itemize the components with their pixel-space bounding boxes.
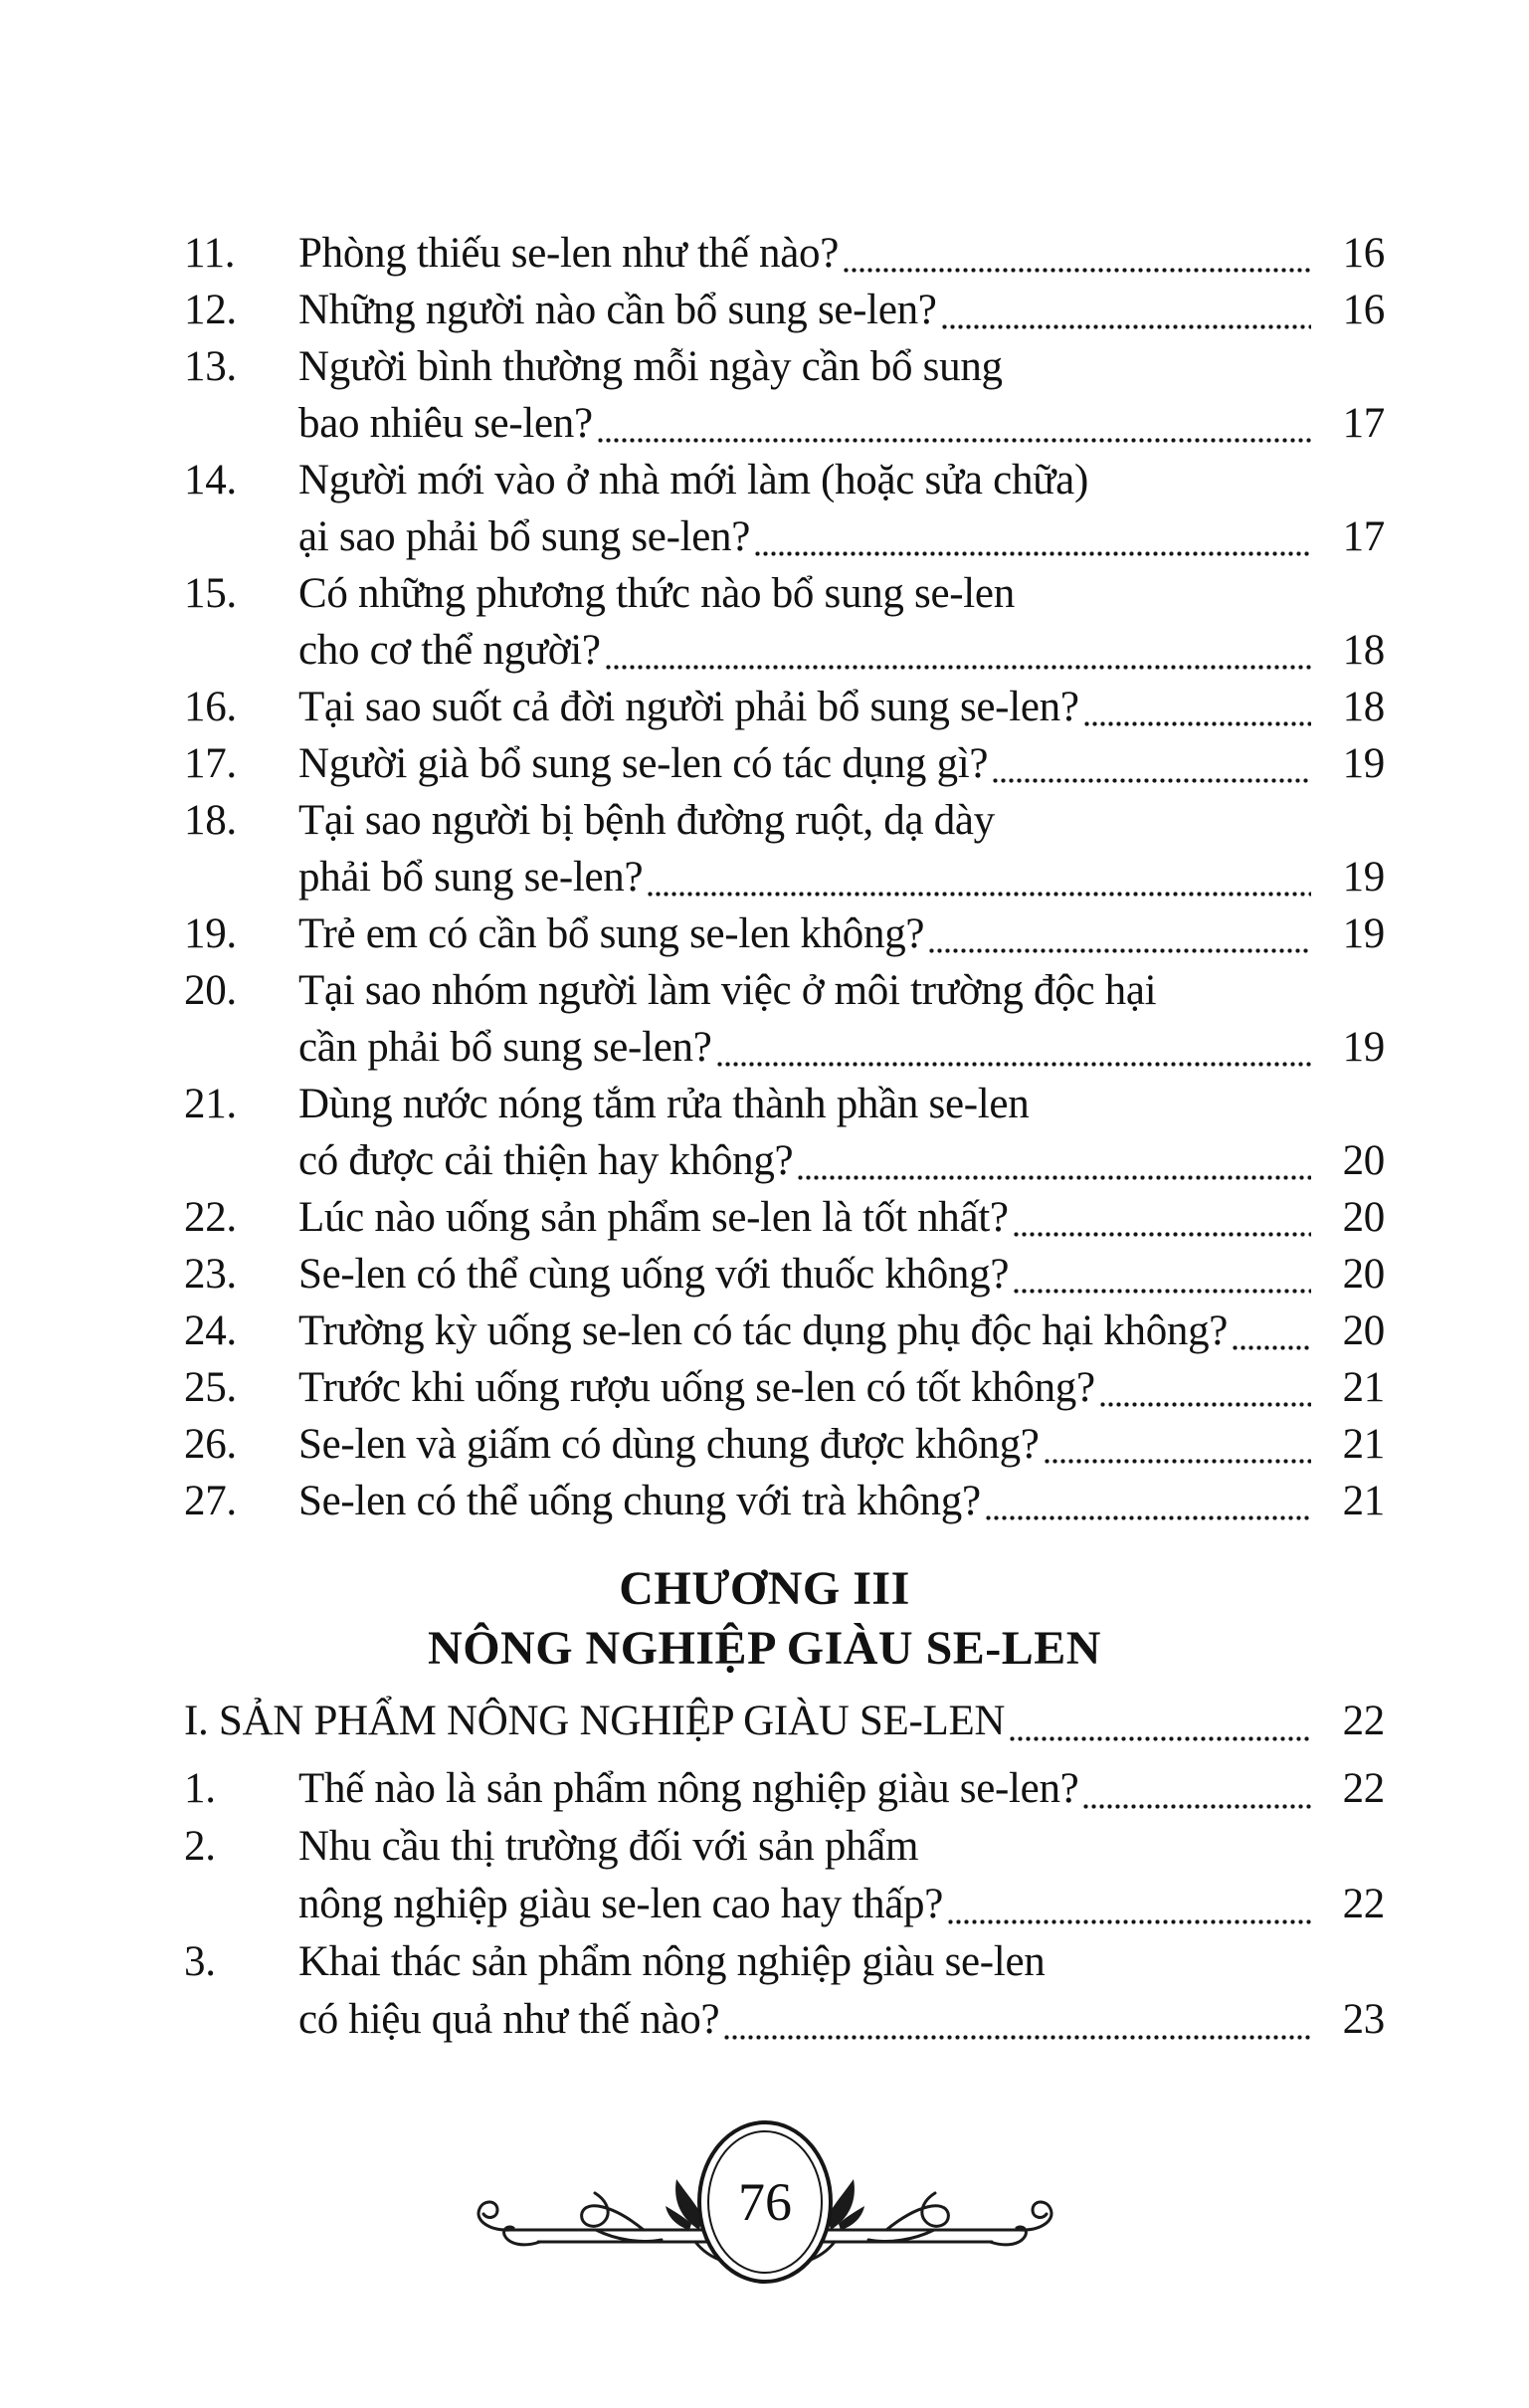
toc-row: [184, 1189, 1385, 1246]
toc-row: [184, 1991, 1385, 2049]
toc-row: [184, 1359, 1385, 1416]
chapter-heading: [0, 1559, 1529, 1679]
toc-entry-number: 15.: [184, 570, 237, 617]
table-of-contents-bottom: [0, 1693, 1529, 2049]
toc-entry-number: 21.: [184, 1081, 237, 1127]
toc-entry-text: Se-len có thể uống chung với trà không?: [298, 1478, 981, 1524]
dot-leader: [1100, 1402, 1311, 1407]
toc-entry-page: 20: [1342, 1137, 1385, 1184]
dot-leader: [1014, 1289, 1311, 1294]
dot-leader: [948, 1919, 1311, 1924]
toc-row: [184, 395, 1385, 452]
dot-leader: [606, 665, 1311, 670]
dot-leader: [942, 324, 1311, 329]
toc-row: [184, 1818, 1385, 1876]
chapter-number-line: CHƯƠNG III: [619, 1562, 910, 1615]
dot-leader: [986, 1515, 1311, 1520]
toc-entry-text: Tại sao người bị bệnh đường ruột, dạ dày: [298, 797, 995, 844]
toc-entry-text: Người già bổ sung se-len có tác dụng gì?: [298, 740, 989, 787]
toc-entry-page: 19: [1342, 910, 1385, 957]
toc-entry-number: 11.: [184, 230, 236, 277]
toc-entry-number: 20.: [184, 967, 237, 1014]
toc-entry-page: 21: [1342, 1421, 1385, 1468]
toc-row: [184, 452, 1385, 508]
toc-entry-text: Thế nào là sản phẩm nông nghiệp giàu se-len?: [298, 1765, 1079, 1812]
toc-entry-page: 18: [1342, 627, 1385, 674]
toc-entry-page: 22: [1342, 1698, 1385, 1744]
toc-row: [184, 1760, 1385, 1818]
toc-entry-number: 22.: [184, 1194, 237, 1241]
dot-leader: [1233, 1345, 1311, 1350]
footer-flourish-ornament: [447, 2118, 1083, 2308]
toc-entry-number: 13.: [184, 343, 237, 390]
dot-leader: [648, 892, 1311, 897]
toc-entry-text: Khai thác sản phẩm nông nghiệp giàu se-len: [298, 1938, 1046, 1985]
toc-entry-number: 19.: [184, 910, 237, 957]
toc-row: [184, 792, 1385, 849]
toc-row: [184, 849, 1385, 905]
toc-entry-number: 25.: [184, 1364, 237, 1411]
toc-entry-number: 1.: [184, 1765, 216, 1812]
toc-entry-number: 18.: [184, 797, 237, 844]
dot-leader: [1010, 1736, 1311, 1741]
toc-entry-page: 21: [1342, 1478, 1385, 1524]
dot-leader: [929, 948, 1311, 953]
toc-entry-text: Những người nào cần bổ sung se-len?: [298, 287, 937, 333]
dot-leader: [798, 1175, 1311, 1180]
toc-entry-page: 21: [1342, 1364, 1385, 1411]
toc-entry-number: 27.: [184, 1478, 237, 1524]
toc-row: [184, 508, 1385, 565]
chapter-title-line: NÔNG NGHIỆP GIÀU SE-LEN: [428, 1622, 1101, 1675]
toc-entry-number: 16.: [184, 684, 237, 730]
toc-row: [184, 679, 1385, 735]
toc-entry-text: Trước khi uống rượu uống se-len có tốt không?: [298, 1364, 1095, 1411]
toc-section-row: [184, 1693, 1385, 1750]
toc-entry-page: 20: [1342, 1194, 1385, 1241]
toc-entry-number: 14.: [184, 457, 237, 503]
dot-leader: [1045, 1459, 1311, 1464]
toc-entry-text: Se-len có thể cùng uống với thuốc không?: [298, 1251, 1010, 1298]
toc-entry-text: Lúc nào uống sản phẩm se-len là tốt nhất?: [298, 1194, 1009, 1241]
toc-entry-number: 2.: [184, 1823, 216, 1870]
toc-entry-page: 16: [1342, 230, 1385, 277]
dot-leader: [844, 268, 1311, 273]
toc-entry-text: có hiệu quả như thế nào?: [298, 1996, 720, 2043]
toc-entry-text: cho cơ thể người?: [298, 627, 601, 674]
dot-leader: [755, 551, 1311, 556]
toc-entry-page: 20: [1342, 1251, 1385, 1298]
toc-row: [184, 905, 1385, 962]
toc-entry-text: Có những phương thức nào bổ sung se-len: [298, 570, 1015, 617]
toc-entry-text: Phòng thiếu se-len như thế nào?: [298, 230, 840, 277]
toc-row: [184, 1132, 1385, 1189]
toc-row: [184, 225, 1385, 282]
toc-row: [184, 1933, 1385, 1991]
toc-entry-page: 23: [1342, 1996, 1385, 2043]
toc-entry-number: 17.: [184, 740, 237, 787]
toc-entry-text: bao nhiêu se-len?: [298, 400, 593, 447]
toc-row: [184, 1473, 1385, 1529]
toc-entry-text: phải bổ sung se-len?: [298, 854, 644, 901]
toc-entry-text: Trường kỳ uống se-len có tác dụng phụ độc hại không?: [298, 1307, 1229, 1354]
toc-row: [184, 565, 1385, 622]
toc-entry-page: 20: [1342, 1307, 1385, 1354]
toc-entry-page: 17: [1342, 513, 1385, 560]
toc-entry-number: 3.: [184, 1938, 216, 1985]
toc-entry-text: I. SẢN PHẨM NÔNG NGHIỆP GIÀU SE-LEN: [184, 1698, 1006, 1744]
toc-entry-page: 17: [1342, 400, 1385, 447]
toc-entry-page: 22: [1342, 1765, 1385, 1812]
dot-leader: [717, 1062, 1312, 1067]
toc-row: [184, 282, 1385, 338]
toc-row: [184, 1246, 1385, 1303]
toc-row: [184, 1416, 1385, 1473]
dot-leader: [1083, 1804, 1311, 1809]
dot-leader: [1084, 721, 1311, 726]
toc-row: [184, 1019, 1385, 1076]
toc-entry-page: 22: [1342, 1881, 1385, 1927]
toc-entry-text: Người mới vào ở nhà mới làm (hoặc sửa chữa): [298, 457, 1088, 503]
toc-row: [184, 1876, 1385, 1933]
toc-entry-number: 24.: [184, 1307, 237, 1354]
toc-entry-text: Người bình thường mỗi ngày cần bổ sung: [298, 343, 1003, 390]
toc-entry-text: Tại sao nhóm người làm việc ở môi trường độc hại: [298, 967, 1157, 1014]
toc-row: [184, 962, 1385, 1019]
toc-entry-number: 23.: [184, 1251, 237, 1298]
toc-entry-text: Dùng nước nóng tắm rửa thành phần se-len: [298, 1081, 1030, 1127]
dot-leader: [993, 778, 1311, 783]
toc-entry-text: Se-len và giấm có dùng chung được không?: [298, 1421, 1040, 1468]
toc-entry-text: Tại sao suốt cả đời người phải bổ sung se-len?: [298, 684, 1079, 730]
toc-entry-number: 12.: [184, 287, 237, 333]
toc-entry-page: 19: [1342, 740, 1385, 787]
toc-entry-page: 16: [1342, 287, 1385, 333]
toc-entry-text: có được cải thiện hay không?: [298, 1137, 794, 1184]
toc-row: [184, 735, 1385, 792]
toc-entry-text: ại sao phải bổ sung se-len?: [298, 513, 751, 560]
page-footer: [0, 2118, 1529, 2312]
toc-entry-page: 19: [1342, 1024, 1385, 1071]
toc-row: [184, 338, 1385, 395]
page-number: 76: [737, 2172, 792, 2232]
dot-leader: [598, 438, 1311, 443]
dot-leader: [724, 2035, 1311, 2040]
toc-row: [184, 1303, 1385, 1359]
toc-entry-text: Trẻ em có cần bổ sung se-len không?: [298, 910, 925, 957]
toc-entry-text: cần phải bổ sung se-len?: [298, 1024, 712, 1071]
dot-leader: [1014, 1232, 1311, 1237]
toc-entry-page: 19: [1342, 854, 1385, 901]
toc-row: [184, 622, 1385, 679]
toc-entry-text: Nhu cầu thị trường đối với sản phẩm: [298, 1823, 919, 1870]
toc-entry-number: 26.: [184, 1421, 237, 1468]
toc-row: [184, 1076, 1385, 1132]
toc-entry-page: 18: [1342, 684, 1385, 730]
toc-entry-text: nông nghiệp giàu se-len cao hay thấp?: [298, 1881, 944, 1927]
